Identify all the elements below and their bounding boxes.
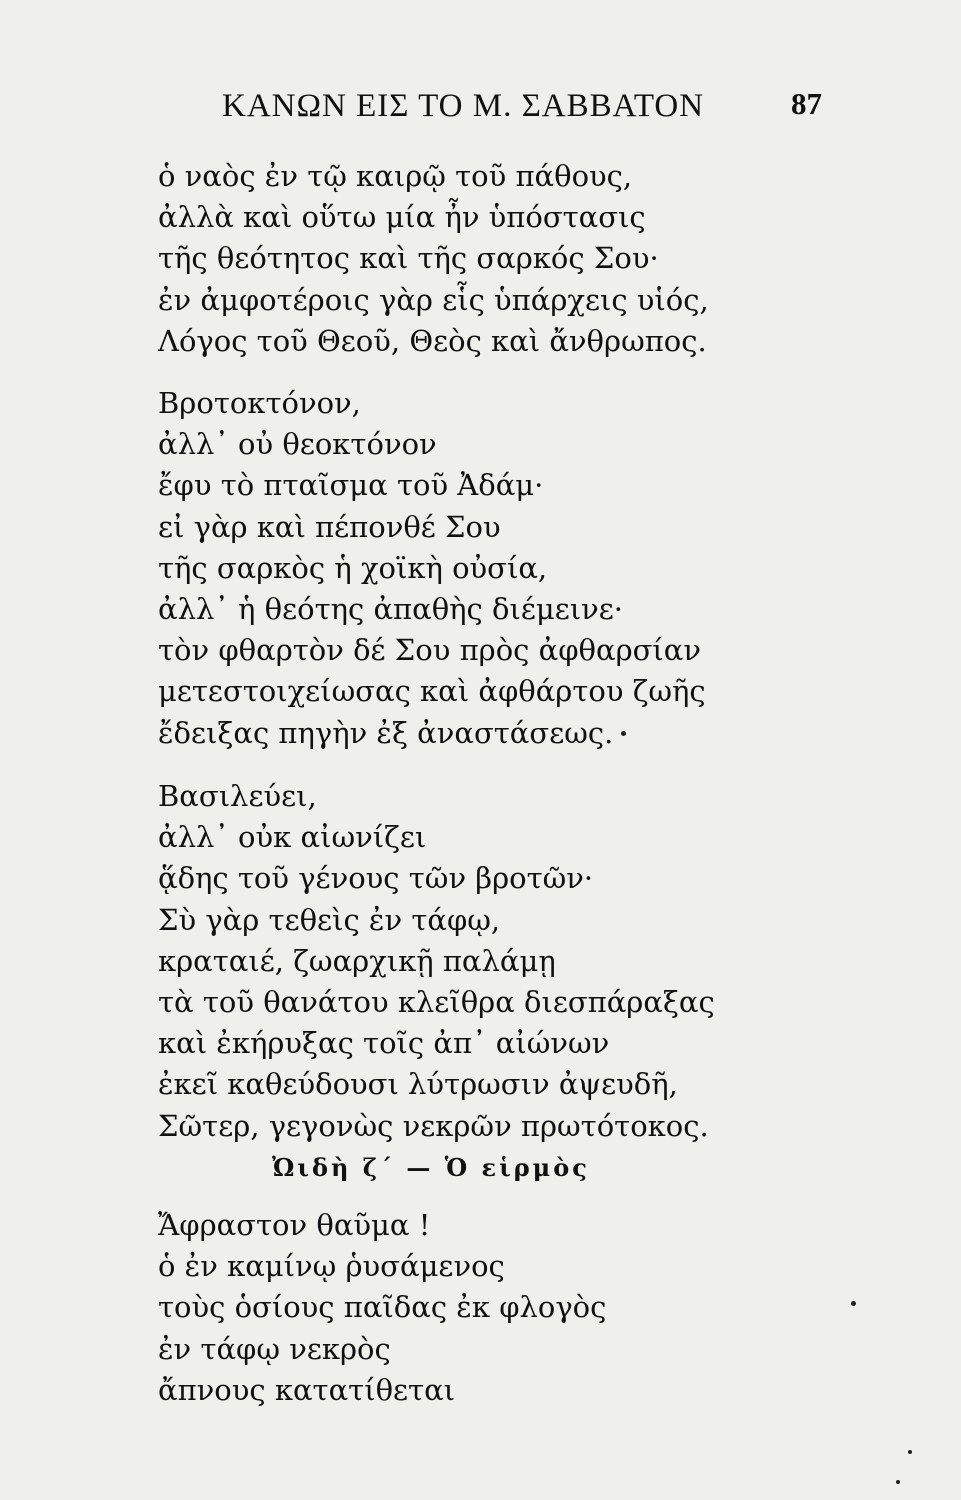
stanza-1 — [158, 156, 878, 362]
stanza-2 — [158, 383, 878, 754]
verse-line: Σῶτερ, γεγονὼς νεκρῶν πρωτότοκος. — [158, 1108, 709, 1143]
verse-line: ἀλλ᾽ ἡ θεότης ἀπαθὴς διέμεινε· — [158, 592, 623, 627]
verse-line: Λόγος τοῦ Θεοῦ, Θεὸς καὶ ἄνθρωπος. — [158, 323, 707, 358]
page-number: 87 — [791, 86, 822, 121]
verse-line: ἀλλὰ καὶ οὕτω μία ἦν ὑπόστασις — [158, 200, 646, 235]
verse-line: ἐκεῖ καθεύδουσι λύτρωσιν ἀψευδῆ, — [158, 1067, 678, 1102]
verse-line: Σὺ γὰρ τεθεὶς ἐν τάφῳ, — [158, 902, 501, 937]
verse-line: ὁ ἐν καμίνῳ ῥυσάμενος — [158, 1249, 505, 1284]
verse-line: ᾅδης τοῦ γένους τῶν βροτῶν· — [158, 861, 594, 896]
verse-line: τῆς θεότητος καὶ τῆς σαρκός Σου· — [158, 241, 659, 276]
verse-line: Βροτοκτόνον, — [158, 386, 361, 420]
verse-line: ἔδειξας πηγὴν ἐξ ἀναστάσεως. — [158, 715, 614, 750]
stanza-4 — [158, 1205, 878, 1411]
verse-line: Ἄφραστον θαῦμα ! — [158, 1208, 431, 1242]
print-speck — [621, 731, 626, 736]
print-speck — [908, 1450, 912, 1454]
verse-line: τῆς σαρκὸς ἡ χοϊκὴ οὐσία, — [158, 550, 548, 585]
verse-line: ὁ ναὸς ἐν τῷ καιρῷ τοῦ πάθους, — [158, 159, 633, 193]
verse-line: τὰ τοῦ θανάτου κλεῖθρα διεσπάραξας — [158, 985, 715, 1020]
verse-line: ἀλλ᾽ οὐκ αἰωνίζει — [158, 820, 427, 855]
verse-line: ἄπνους κατατίθεται — [158, 1372, 456, 1407]
stanza-3 — [158, 776, 878, 1147]
print-speck — [851, 1301, 856, 1306]
verse-line: ἀλλ᾽ οὐ θεοκτόνον — [158, 427, 437, 462]
verse-line: καὶ ἐκήρυξας τοῖς ἀπ᾽ αἰώνων — [158, 1026, 610, 1061]
verse-line: ἐν ἀμφοτέροις γὰρ εἷς ὑπάρχεις υἱός, — [158, 282, 709, 317]
verse-line: τὸν φθαρτὸν δέ Σου πρὸς ἀφθαρσίαν — [158, 633, 701, 668]
verse-line: ἔφυ τὸ πταῖσμα τοῦ Ἀδάμ· — [158, 468, 544, 503]
print-speck — [896, 1480, 900, 1484]
verse-line: Βασιλεύει, — [158, 779, 317, 813]
ode-heading: Ὠιδὴ ζ΄ — Ὁ εἱρμὸς — [272, 1153, 590, 1182]
verse-line: ἐν τάφῳ νεκρὸς — [158, 1331, 391, 1366]
verse-line: εἰ γὰρ καὶ πέπονθέ Σου — [158, 509, 501, 544]
verse-line: μετεστοιχείωσας καὶ ἀφθάρτου ζωῆς — [158, 674, 706, 709]
running-head: ΚΑΝΩΝ ΕΙΣ ΤΟ Μ. ΣΑΒΒΑΤΟΝ — [222, 88, 705, 124]
verse-line: κραταιέ, ζωαρχικῇ παλάμῃ — [158, 943, 556, 978]
verse-line: τοὺς ὁσίους παῖδας ἐκ φλογὸς — [158, 1290, 607, 1325]
